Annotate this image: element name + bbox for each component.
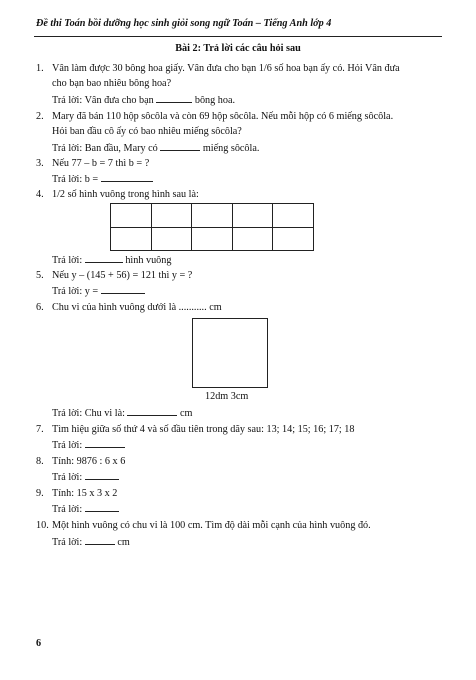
q7-answer [52, 438, 125, 452]
q10-answer-blank[interactable] [85, 535, 115, 545]
q4-answer [52, 253, 171, 267]
header-rule [34, 36, 442, 37]
q3-number: 3. [36, 158, 44, 169]
q3-text-line1: Nếu 77 – b = 7 thì b = ? [52, 158, 150, 169]
grid-square [151, 204, 192, 228]
q9-answer-prefix: Trả lời: [52, 504, 83, 515]
q1-answer-blank[interactable] [156, 93, 192, 103]
q4-text-line1: 1/2 số hình vuông trong hình sau là: [52, 189, 199, 200]
q5-answer-prefix: Trả lời: y = [52, 286, 99, 297]
q3-answer [52, 172, 153, 186]
q8-number: 8. [36, 456, 44, 467]
q1-text-line1: Vân làm được 30 bông hoa giấy. Vân đưa cho bạn 1/6 số hoa bạn ấy có. Hỏi Vân đưa [52, 63, 400, 74]
q1-answer [52, 93, 235, 107]
grid-square [232, 204, 273, 228]
grid-row [111, 227, 314, 251]
q2-answer-prefix: Trả lời: Ban đầu, Mary có [52, 143, 158, 154]
perimeter-square [192, 318, 268, 388]
q3-answer-blank[interactable] [101, 172, 153, 182]
q1-answer-suffix: bông hoa. [194, 95, 236, 106]
page-header: Đề thi Toán bồi dưỡng học sinh giỏi song ngữ Toán – Tiếng Anh lớp 4 [36, 18, 332, 29]
q8-answer-blank[interactable] [85, 470, 119, 480]
grid-square [273, 204, 314, 228]
q6-answer [52, 406, 192, 420]
q7-answer-prefix: Trả lời: [52, 440, 83, 451]
grid-row [111, 204, 314, 228]
q2-text-line1: Mary đã bán 110 hộp sôcôla và còn 69 hộp sôcôla. Nếu mỗi hộp có 6 miếng sôcôla. [52, 111, 394, 122]
q10-text-line1: Một hình vuông có chu vi là 100 cm. Tìm độ dài mỗi cạnh của hình vuông đó. [52, 520, 371, 531]
q6-text-line1: Chu vi của hình vuông dưới là ........... cm [52, 302, 222, 313]
squares-grid [110, 203, 314, 251]
q4-answer-suffix: hình vuông [125, 255, 172, 266]
q2-text-line2: Hỏi ban đầu cô ấy có bao nhiêu miếng sôcôla? [52, 126, 242, 137]
grid-square [111, 204, 152, 228]
q5-answer [52, 284, 145, 298]
q2-answer-blank[interactable] [160, 141, 200, 151]
q8-answer-prefix: Trả lời: [52, 472, 83, 483]
q6-number: 6. [36, 302, 44, 313]
q9-answer-blank[interactable] [85, 502, 119, 512]
q5-text-line1: Nếu y – (145 + 56) = 121 thì y = ? [52, 270, 193, 281]
q2-answer [52, 141, 259, 155]
q1-text-line2: cho bạn bao nhiêu bông hoa? [52, 78, 172, 89]
q8-answer [52, 470, 119, 484]
grid-square [273, 227, 314, 251]
grid-square [232, 227, 273, 251]
q10-answer [52, 535, 130, 549]
grid-square [151, 227, 192, 251]
grid-square [192, 204, 233, 228]
grid-square [111, 227, 152, 251]
q6-answer-prefix: Trả lời: Chu vi là: [52, 408, 125, 419]
q9-number: 9. [36, 488, 44, 499]
q9-answer [52, 502, 119, 516]
q10-number: 10. [36, 520, 49, 531]
q10-answer-suffix: cm [117, 537, 130, 548]
q2-answer-suffix: miếng sôcôla. [202, 143, 260, 154]
q10-answer-prefix: Trả lời: [52, 537, 83, 548]
grid-square [192, 227, 233, 251]
q7-number: 7. [36, 424, 44, 435]
q1-answer-prefix: Trả lời: Vân đưa cho bạn [52, 95, 154, 106]
square-side-label: 12dm 3cm [205, 391, 249, 402]
q3-answer-prefix: Trả lời: b = [52, 174, 99, 185]
q8-text-line1: Tính: 9876 : 6 x 6 [52, 456, 126, 467]
q4-number: 4. [36, 189, 44, 200]
q6-answer-blank[interactable] [127, 406, 177, 416]
q7-answer-blank[interactable] [85, 438, 125, 448]
q5-answer-blank[interactable] [101, 284, 145, 294]
q2-number: 2. [36, 111, 44, 122]
q4-answer-blank[interactable] [85, 253, 123, 263]
q1-number: 1. [36, 63, 44, 74]
q9-text-line1: Tính: 15 x 3 x 2 [52, 488, 118, 499]
q5-number: 5. [36, 270, 44, 281]
q6-answer-suffix: cm [180, 408, 193, 419]
q4-answer-prefix: Trả lời: [52, 255, 83, 266]
q7-text-line1: Tìm hiệu giữa số thứ 4 và số đầu tiên trong dãy sau: 13; 14; 15; 16; 17; 18 [52, 424, 355, 435]
page-number: 6 [36, 638, 42, 649]
section-title: Bài 2: Trả lời các câu hỏi sau [175, 43, 301, 54]
